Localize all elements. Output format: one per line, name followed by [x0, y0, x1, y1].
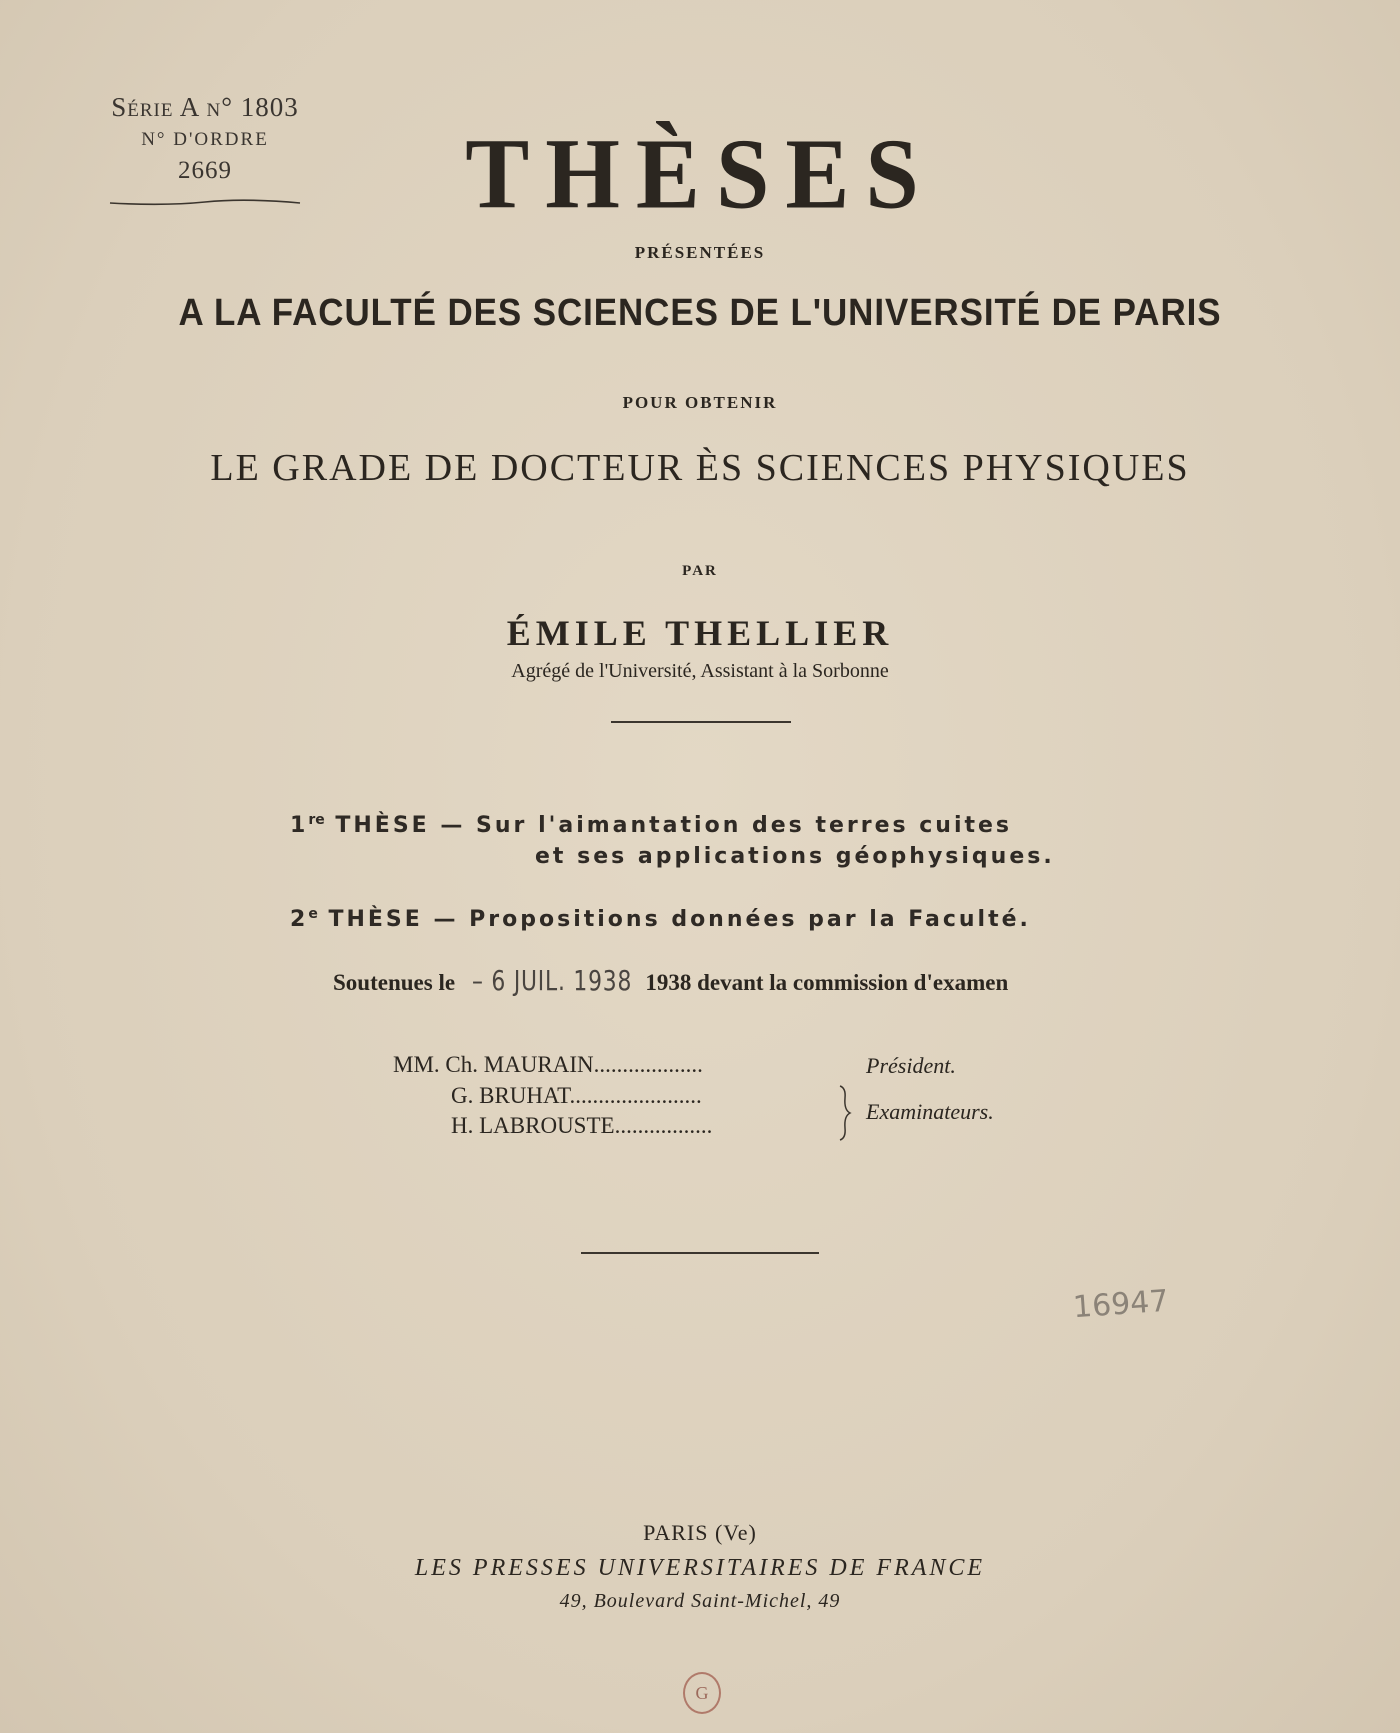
- second-thesis-label: THÈSE: [328, 907, 423, 932]
- second-thesis-number: 2: [290, 907, 309, 932]
- brace-shape: [838, 1084, 852, 1142]
- ordre-number: 2669: [178, 157, 232, 184]
- page-title: THÈSES: [465, 117, 935, 230]
- defense-suffix: 1938 devant la commission d'examen: [645, 970, 1009, 995]
- jury-member-3: [451, 1113, 712, 1139]
- handwritten-note: 16947: [1071, 1283, 1170, 1326]
- grade-heading: LE GRADE DE DOCTEUR ÈS SCIENCES PHYSIQUES: [210, 447, 1190, 489]
- first-thesis-label: THÈSE: [335, 813, 430, 838]
- publisher-address: 49, Boulevard Saint-Michel, 49: [559, 1590, 841, 1612]
- first-thesis-suffix: re: [308, 812, 325, 828]
- pour-obtenir-label: POUR OBTENIR: [622, 393, 778, 412]
- jury-dots: ...................: [593, 1052, 703, 1077]
- jury-title: H.: [451, 1113, 474, 1138]
- defense-prefix: Soutenues le: [333, 970, 456, 995]
- presented-label: PRÉSENTÉES: [634, 243, 766, 262]
- serie-number: Série A n° 1803: [111, 92, 299, 122]
- first-thesis-number: 1: [290, 813, 309, 838]
- first-thesis-title: — Sur l'aimantation des terres cuites: [440, 813, 1013, 838]
- jury-dots: .......................: [569, 1083, 702, 1108]
- jury-name: MAURAIN: [483, 1052, 594, 1077]
- jury-name: LABROUSTE: [479, 1113, 615, 1138]
- jury-title: G.: [451, 1083, 474, 1108]
- second-thesis-title: — Propositions données par la Faculté.: [433, 907, 1031, 932]
- ordre-label: N° D'ORDRE: [141, 129, 269, 150]
- publisher-name: LES PRESSES UNIVERSITAIRES DE FRANCE: [414, 1555, 986, 1581]
- jury-member-2: [451, 1083, 702, 1109]
- second-thesis: [290, 906, 1031, 932]
- par-label: PAR: [682, 563, 718, 579]
- author-affiliation: Agrégé de l'Université, Assistant à la Sorbonne: [511, 660, 889, 682]
- publisher-city: PARIS (Ve): [643, 1520, 757, 1545]
- jury-title: MM. Ch.: [393, 1052, 478, 1077]
- defense-line: [333, 964, 1008, 997]
- divider-rule: [611, 721, 791, 723]
- president-role: Président.: [866, 1053, 956, 1078]
- jury-dots: .................: [614, 1113, 713, 1138]
- examiners-role: Examinateurs.: [866, 1099, 994, 1124]
- faculty-heading: A LA FACULTÉ DES SCIENCES DE L'UNIVERSITÉ DE PARIS: [178, 292, 1222, 334]
- library-seal: G: [683, 1672, 721, 1714]
- jury-name: BRUHAT: [479, 1083, 570, 1108]
- divider-rule-2: [581, 1252, 819, 1254]
- date-stamp: – 6 JUIL. 1938: [472, 964, 633, 997]
- jury-member-1: [393, 1052, 703, 1078]
- first-thesis-title-line2: et ses applications géophysiques.: [535, 844, 1055, 869]
- second-thesis-suffix: e: [308, 906, 318, 922]
- author-name: ÉMILE THELLIER: [506, 613, 894, 653]
- first-thesis: [290, 812, 1012, 838]
